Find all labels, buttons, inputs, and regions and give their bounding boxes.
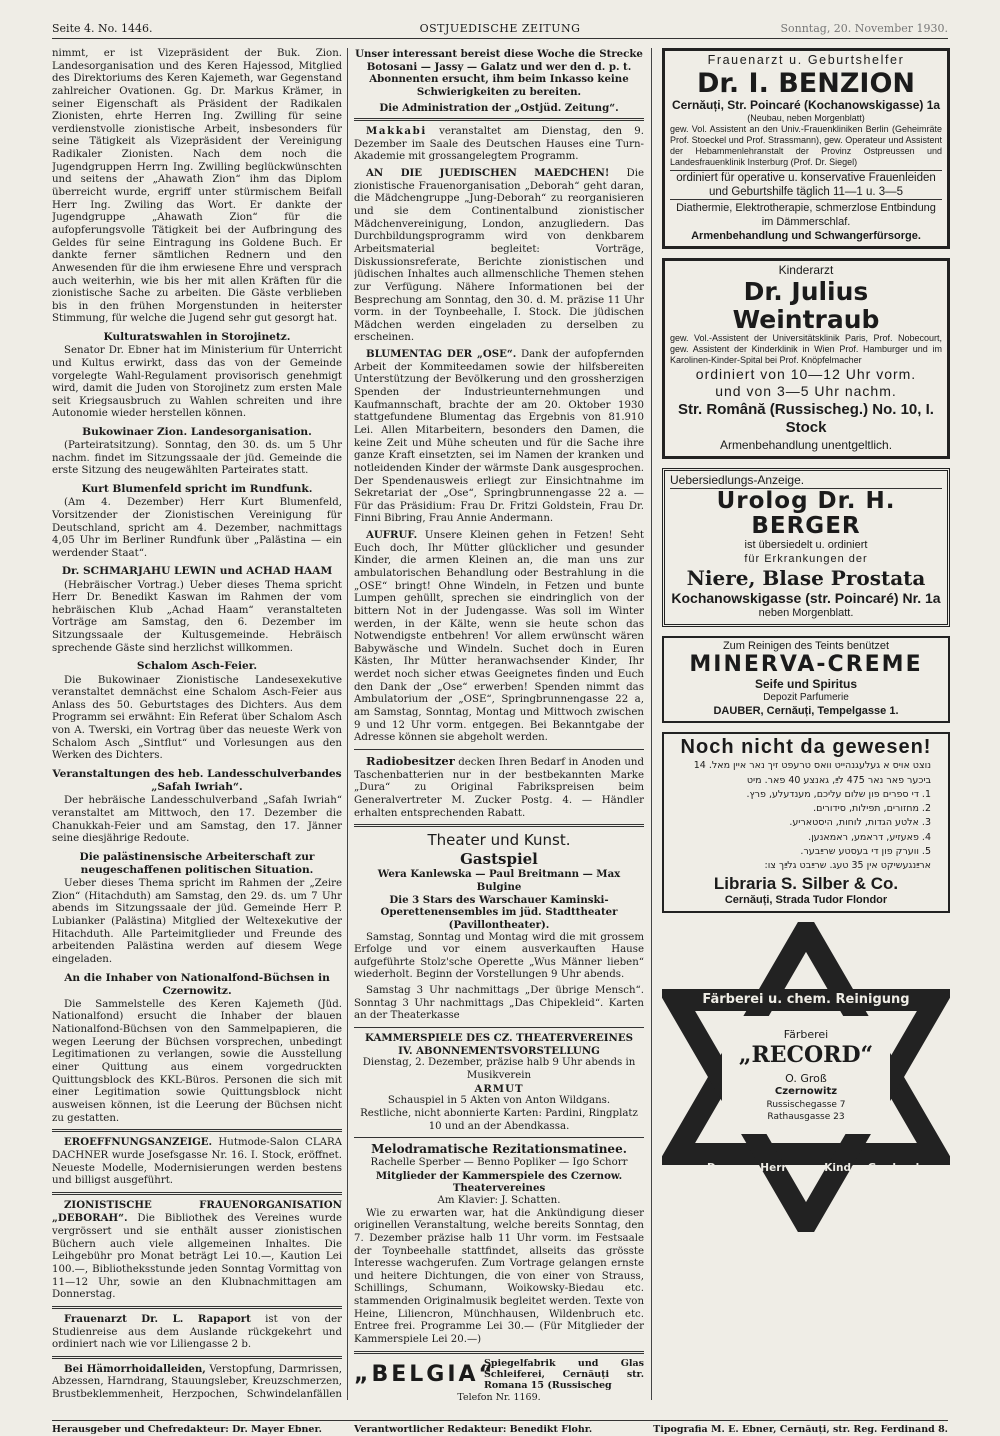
divider bbox=[52, 1129, 342, 1132]
article-text: Senator Dr. Ebner hat im Ministerium für Unterricht und Kultus erwirkt, dass das von der Gemeinde vorgelegte Wahl-Regulament provisorisch genehmigt wird, damit die Juden von Storojinetz zum ersten Male seit Kriegsausbruch zu Wahlen schreiten und ihre Autonomie wieder herstellen können. bbox=[52, 345, 342, 420]
column-divider bbox=[651, 48, 652, 1400]
ad-address: Russischegasse 7 bbox=[766, 1099, 846, 1110]
ad-hours: und von 3—5 Uhr nachm. bbox=[715, 383, 897, 400]
ad-subtitle: Färberei u. chem. Reinigung bbox=[702, 991, 910, 1007]
ad-address: Rathausgasse 23 bbox=[767, 1111, 845, 1122]
ad-text: für Erkrankungen der bbox=[744, 552, 868, 565]
article-title: Schalom Asch-Feier. bbox=[136, 660, 258, 673]
ad-text: Seife und Spiritus bbox=[754, 677, 857, 692]
divider bbox=[354, 824, 644, 827]
theater-text: Samstag, Sonntag und Montag wird die mit grossem Erfolge und vor einem ausverkauften Hause aufgeführte Stolz'sche Operette „Wus Männer lieben“ wiederholt. Beginn der Vorstellungen 9 Uhr abends. bbox=[354, 931, 644, 981]
footer-editor: Verantwortlicher Redakteur: Benedikt Flohr. bbox=[354, 1424, 593, 1435]
divider bbox=[354, 118, 644, 121]
ad-hours: ordiniert für operative u. konservative Frauenleiden und Geburtshilfe täglich 11—1 u. 3—5 bbox=[670, 170, 942, 201]
divider bbox=[354, 749, 644, 750]
footer-printer: Tipografia M. E. Ebner, Cernăuți, str. Reg. Ferdinand 8. bbox=[653, 1424, 948, 1435]
hebrew-text: 3. אלטע הגדות, לוחות, היסטאריע. bbox=[789, 817, 931, 829]
item-lead: AUFRUF. bbox=[366, 529, 418, 542]
ad-berger bbox=[662, 468, 950, 627]
column-3 bbox=[662, 48, 950, 1400]
ad-name: Libraria S. Silber & Co. bbox=[713, 874, 899, 894]
ad-record bbox=[662, 922, 950, 1232]
ad-subtitle: Frauenarzt u. Geburtshelfer bbox=[707, 53, 905, 67]
ad-specialty: Niere, Blase Prostata bbox=[686, 565, 926, 590]
ad-address: DAUBER, Cernăuți, Tempelgasse 1. bbox=[713, 704, 899, 717]
article-text: Die Sammelstelle des Keren Kajemeth (Jüd. Nationalfond) ersucht die Inhaber der blauen Nationalfond-Büchsen von den Sammelpapieren, die wegen Leerung der Büchsen vorsprechen, unbedingt Legitimationen zu verlangen, sowie die Ausstellung einer Quittung aus einem vorgedruckten Quittungsblock des KKL-Büros. Personen die sich mit einer Legitimation sowie Quittungsblock nicht ausweisen können, ist die Leerung der Büchsen nicht zu gestatten. bbox=[52, 998, 342, 1124]
belgia-address: Spiegelfabrik und Glas Schleiferei, Cernăuți str. Romana 15 (Russischeg bbox=[484, 1357, 644, 1392]
divider bbox=[354, 1351, 644, 1354]
belgia-name: „BELGIA“ bbox=[354, 1362, 497, 1388]
ad-text: Hutmode-Salon CLARA DACHNER wurde Josefsgasse Nr. 16. I. Stock, eröffnet. Neueste Modelle, Modernisierungen werden bestens und billigst ausgeführt. bbox=[52, 1137, 342, 1187]
matinee-subtitle: Mitglieder der Kammerspiele des Czernow. Theatervereines bbox=[375, 1169, 623, 1195]
matinee-piano: Am Klavier: J. Schatten. bbox=[437, 1194, 561, 1206]
ad-title: ZIONISTISCHE FRAUENORGANISATION „DEBORAH“. bbox=[52, 1198, 342, 1225]
article-title: Kurt Blumenfeld spricht im Rundfunk. bbox=[81, 483, 313, 496]
section-heading: Theater und Kunst. bbox=[427, 831, 571, 850]
ad-name: MINERVA-CREME bbox=[689, 652, 923, 678]
belgia-ad bbox=[354, 1358, 644, 1392]
ad-title: Bei Hämorrhoidalleiden, bbox=[64, 1362, 206, 1375]
article-title: An die Inhaber von Nationalfond-Büchsen in Czernowitz. bbox=[64, 971, 330, 997]
ad-weintraub bbox=[662, 258, 950, 459]
notice-signature: Die Administration der „Ostjüd. Zeitung“. bbox=[379, 101, 619, 114]
hebrew-text: נוצט אויס א געלעגנהייט וואס טרעפט זיך נאר איין מאל. 14 bbox=[693, 760, 931, 772]
theater-text: Samstag 3 Uhr nachmittags „Der übrige Mensch“. Sonntag 3 Uhr nachmittags „Das Chipekleid“. Karten an der Theaterkasse bbox=[354, 985, 644, 1022]
ad-name: „RECORD“ bbox=[738, 1041, 874, 1068]
article-text: (Hebräischer Vortrag.) Ueber dieses Thema spricht Herr Dr. Benedikt Kaswan im Rahmen der vom hebräischen Klub „Achad Haam“ veranstalteten Vorträge am Samstag, den 6. Dezember im Sitzungssaale der Kultusgemeinde. Hebräisch sprechende Gäste sind herzlichst willkommen. bbox=[52, 579, 342, 654]
ad-text: Die Bibliothek des Vereines wurde vergrössert und sie enthält ausser zionistischen Büchern auch viele allgemeinen Inhaltes. Die Leihgebühr pro Monat beträgt Lei 10.—, Kaution Lei 100.—, Bibliotheksstunde jeden Sonntag Vormittag von 11—12 Uhr, sowie an den Klubnachmittagen am Donnerstag. bbox=[52, 1213, 342, 1301]
divider bbox=[52, 1192, 342, 1195]
ad-address: Kochanowskigasse (str. Poincaré) Nr. 1a bbox=[671, 589, 941, 606]
hebrew-text: 5. ווערק פון די בעסטע שרײַבער. bbox=[800, 845, 931, 857]
ad-description: gew. Vol. Assistent an den Univ.-Frauenkliniken Berlin (Geheimräte Prof. Stoeckel und Prof. Strassmann), gew. Operateur und Assistent der Hebammenlehranstalt der Provinz Ostpreussen und Landesfrauenklinik Insterburg (Prof. Dr. Siegel) bbox=[670, 124, 942, 167]
item-text: decken Ihren Bedarf in Anoden und Taschenbatterien nur in der bestbekannten Marke „Dura“ zu Original Fabrikspreisen beim Generalvertreter M. Zucker Postg. 4. — Händler erhalten entsprechenden Rabatt. bbox=[354, 756, 644, 819]
ad-name: Urolog Dr. H. BERGER bbox=[716, 487, 896, 540]
item-text: veranstaltet am Dienstag, den 9. Dezember im Saale des Deutschen Hauses eine Turn-Akademie mit grossangelegtem Programm. bbox=[354, 126, 644, 163]
ad-address: Cernăuți, Str. Poincaré (Kochanowskigasse) 1a bbox=[671, 98, 941, 113]
hebrew-text: ארײַנגעשיקט אין 35 טעג. שרײַבט גלײַך צו: bbox=[764, 860, 931, 871]
kammer-play: ARMUT bbox=[474, 1082, 524, 1095]
kammer-title: KAMMERSPIELE DES CZ. THEATERVEREINES bbox=[365, 1032, 633, 1045]
ad-subtitle: Uebersiedlungs-Anzeige. bbox=[670, 473, 942, 489]
ad-text: Verstopfung, Darmrissen, Abzessen, Harndrang, Stauungsleber, Kreuzschmerzen, Brustbeklemmenheit, Herzpochen, Schwindelanfällen bbox=[52, 1363, 342, 1400]
ad-note: (Neubau, neben Morgenblatt) bbox=[747, 113, 865, 124]
article-text: (Am 4. Dezember) Herr Kurt Blumenfeld, Vorsitzender der Zionistischen Vereinigung für Deutschland, spricht am 4. Dezember, nachmittags 4,05 Uhr im Berliner Rundfunk über „Palästina — ein werdender Staat“. bbox=[52, 497, 342, 559]
ad-subtitle: Kinderarzt bbox=[778, 263, 834, 278]
theater-intro: Die 3 Stars des Warschauer Kaminski-Operettenensembles im jüd. Stadttheater (Pavillontheater). bbox=[380, 893, 618, 931]
ad-benzion bbox=[662, 48, 950, 249]
ad-city: Czernowitz bbox=[774, 1085, 838, 1097]
divider bbox=[52, 1306, 342, 1309]
ad-text: von Damen-, Herren- u. Kinder-Garderobe bbox=[681, 1161, 931, 1174]
footer-publisher: Herausgeber und Chefredakteur: Dr. Mayer Ebner. bbox=[52, 1424, 322, 1435]
ad-title: Noch nicht da gewesen! bbox=[680, 736, 932, 759]
performer-names: Wera Kanlewska — Paul Breitmann — Max Bulgine bbox=[377, 868, 621, 893]
matinee-text: Wie zu erwarten war, hat die Ankündigung dieser originellen Veranstaltung, welche bereits Sonntag, den 7. Dezember präzise halb 11 Uhr vorm. im Festsaale der Toynbeehalle stattfindet, allseits das grösste Interesse wachgerufen. Zum Vortrage gelangen ernste und heitere Dichtungen, die von einer von Strauss, Schillings, Schumann, Woikowsky-Biedau etc. stammenden Originalmusik begleitet werden. Texte von Heine, Liliencron, Münchhausen, Wildenbruch etc. Entree frei. Programme Lei 30.— (Für Mitglieder der Kammerspiele Lei 20.—) bbox=[354, 1207, 644, 1345]
item-text: Die zionistische Frauenorganisation „Deborah“ geht daran, die Mädchengruppe „Jung-Deborah“ zu reorganisieren und sie dem Continentalbund zionistischer Mädchenvereinigung, London, anzugliedern. Das Durchbildungsprogramm wird von denkbarem Arbeitsmaterial begleitet: Vorträge, Diskussionsreferate, Berichte zionistischen und jüdischen Inhaltes auch allmenschliche Themen stehen zur Verfügung. Nähere Informationen bei der Besprechung am Sonntag, den 30. d. M. präzise 11 Uhr vorm. in der Toynbeehalle, I. Stock. Die jüdischen Mädchen werden eingeladen zu derselben zu erscheinen. bbox=[354, 168, 644, 344]
divider bbox=[52, 1356, 342, 1359]
ad-text: ist übersiedelt u. ordiniert bbox=[744, 539, 868, 552]
kammer-subtitle: IV. ABONNEMENTSVORSTELLUNG bbox=[398, 1044, 600, 1057]
ad-services: Armenbehandlung und Schwangerfürsorge. bbox=[691, 229, 921, 242]
article-title: Kulturatswahlen in Storojinetz. bbox=[103, 331, 291, 344]
hebrew-text: 2. מחזורים, תפילות, סידורים. bbox=[813, 803, 931, 814]
ad-description: gew. Vol.-Assistent der Universitätsklinik Paris, Prof. Nobecourt, gew. Assistent der Kinderklinik in Wien Prof. Hamburger und im Karolinen-Kinder-Spital bei Prof. Knöpfelmacher bbox=[670, 333, 942, 366]
ad-title: Frauenarzt Dr. L. Rapaport bbox=[64, 1312, 251, 1325]
column-2 bbox=[354, 48, 644, 1400]
article-text: Ueber dieses Thema spricht im Rahmen der „Zeire Zion“ (Hitachduth) am Samstag, den 29. ds. um 7 Uhr abends im Sitzungssaale der jüd. Gemeinde Herr P. Lubianker (Palästina) Mitglied der Weltexekutive der Hitachduth. Alle Parteimitglieder und Freunde des arbeitenden Palästina werden auf diesem Wege eingeladen. bbox=[52, 878, 342, 965]
column-1 bbox=[52, 48, 342, 1400]
hebrew-text: ביכער פאר נאר 475 לײַ, גאנצע 40 פאר. מיט bbox=[746, 774, 931, 786]
kammer-date: Dienstag, 2. Dezember, präzise halb 9 Uhr abends in Musikverein bbox=[362, 1057, 636, 1081]
ad-text: Färberei bbox=[783, 1027, 829, 1041]
article-title: Die palästinensische Arbeiterschaft zur neugeschaffenen politischen Situation. bbox=[79, 850, 315, 876]
ad-silber bbox=[662, 732, 950, 913]
ad-services: Armenbehandlung unentgeltlich. bbox=[719, 437, 893, 452]
ad-minerva bbox=[662, 636, 950, 724]
article-title: Bukowinaer Zion. Landesorganisation. bbox=[82, 426, 312, 439]
matinee-title: Melodramatische Rezitationsmatinee. bbox=[371, 1142, 627, 1157]
ad-text: ist von der Studienreise aus dem Auslande rückgekehrt und ordiniert nach wie vor Liliengasse 2 b. bbox=[52, 1313, 342, 1351]
ad-subtitle: Zum Reinigen des Teints benützet bbox=[722, 639, 890, 652]
item-lead: Makkabi bbox=[366, 125, 427, 138]
belgia-phone: Telefon Nr. 1169. bbox=[457, 1391, 541, 1400]
ad-address: Cernăuți, Strada Tudor Flondor bbox=[724, 894, 888, 907]
ad-hours: ordiniert von 10—12 Uhr vorm. bbox=[695, 366, 917, 383]
article-title: Veranstaltungen des heb. Landesschulverbandes „Safah Iwriah“. bbox=[52, 768, 342, 794]
article-title: Dr. SCHMARJAHU LEWIN und ACHAD HAAM bbox=[61, 565, 333, 578]
hebrew-text: 4. פאעזיע, דראמע, ראמאנען. bbox=[808, 831, 931, 843]
ad-text: neben Morgenblatt. bbox=[758, 606, 854, 619]
divider bbox=[354, 1027, 644, 1028]
ad-name: Dr. Julius Weintraub bbox=[732, 277, 880, 334]
guest-play-title: Gastspiel bbox=[460, 849, 538, 868]
item-text: Unsere Kleinen gehen in Fetzen! Seht Euch doch, Ihr Mütter glücklicher und gesunder Kinder, die armen Kleinen an, die man uns zur ambulatorischen Behandlung oder Bestrahlung in die „OSE“ bringt! Ohne Windeln, in Fetzen und bunte Lumpen gehüllt, sprechen sie eindringlich von der bittern Not in der Judengasse. Was soll im Winter werden, in der Kälte, wenn sie heute schon das Notwendigste entbehren! Vor allem erwünscht wären Babywäsche und Windeln. Suchet doch in Euren Kästen, Ihr Mütter heranwachsender Kinder, Ihr werdet noch sicher etwas Geeignetes finden und Euch den Dank der „Ose“ erwerben! Spenden nimmt das Ambulatorium der „OSE“, Springbrunnengasse 22 a, am Samstag, Sonntag, Montag und Mittwoch zwischen 9 und 12 Uhr vorm. entgegen. Bei Bekanntgabe der Adresse können sie abgeholt werden. bbox=[354, 530, 644, 744]
ad-owner: O. Groß bbox=[785, 1071, 827, 1085]
divider bbox=[354, 1137, 644, 1138]
article-text: nimmt, er ist Vizepräsident der Buk. Zion. Landesorganisation und des Keren Hajessod, Mitglied des Direktoriums des Keren Kajemeth, war Gegenstand zahlreicher Ovationen. Gg. Dr. Markus Krämer, in seiner Eigenschaft als Präsident der Radikalen Zionisten, ehrte Herren Ing. Zwilling für seine verdienstvolle zionistische Arbeit, insbesonders für seine Tätigkeit als Vizepräsident der Vereinigung Radikaler Zionisten. Nach dem noch die Jugendgruppen Herrn Ing. Zwilling beglückwünschten und seitens der „Ahawath Zion“ ihm das Diplom überreicht wurde, ergriff unter stürmischem Beifall Herr Ing. Zwiling das Wort. Er dankte der Jugendgruppe „Ahawath Zion“ für die aufopferungsvolle Tätigkeit bei der Aufbringung des Geldes für seine Eintragung ins Goldene Buch. Er dankte ferner sämtlichen Rednern und den Anwesenden für die ihm erwiesene Ehre und versprach auch weiterhin, wie bis her mit allen Kräften für die zionistische Sache zu arbeiten. Die Gäste verblieben bis in den frühen Morgenstunden in heiterster Stimmung, für welche die Jugend sehr gut gesorgt hat. bbox=[52, 48, 342, 325]
page-number: Seite 4. No. 1446. bbox=[52, 22, 153, 35]
item-text: Dank der aufopfernden Arbeit der Kommiteedamen sowie der hilfsbereiten Unterstützung der Bevölkerung und den grossherzigen Spenden der Industrieunternehmungen und Kaufmannschaft, brachte der am 20. Oktober 1930 stattgefundene Blumentag das Ergebnis von 81.910 Lei. Allen Mitarbeitern, besonders den Damen, die keine Zeit und Mühe scheuten und für die Sache ihre ganze Kraft einsetzten, sei im Namen der kranken und notleidenden Kinder der wärmste Dank ausgesprochen. Der Spendenausweis erliegt zur Einsichtnahme im Sekretariat der „Ose“, Springbrunnengasse 22 a. — Für das Präsidium: Frau Dr. Fritzi Goldstein, Frau Dr. Finni Bibring, Frau Annie Andermann. bbox=[354, 349, 644, 525]
article-text: (Parteiratsitzung). Sonntag, den 30. ds. um 5 Uhr nachm. findet im Sitzungssaale der jüd. Gemeinde die erste Sitzung des neugewählten Parteirates statt. bbox=[52, 440, 342, 477]
ad-title: EROEFFNUNGSANZEIGE. bbox=[64, 1136, 213, 1149]
article-text: Die Bukowinaer Zionistische Landesexekutive veranstaltet demnächst eine Schalom Asch-Feier aus Anlass des 50. Geburtstages des Dichters. Aus dem Programm sei erwähnt: Ein Referat über Schalom Asch von A. Twerski, ein Vortrag über das neueste Werk von Schalom Asch „Sintflut“ und Vorlesungen aus den Werken des Dichters. bbox=[52, 674, 342, 762]
page-footer bbox=[52, 1420, 948, 1435]
hebrew-text: 1. די ספרים פון שלום עליכם, מענדעלע, פרץ. bbox=[746, 788, 931, 800]
ad-name: Dr. I. BENZION bbox=[696, 67, 916, 99]
kammer-tickets: Restliche, nicht abonnierte Karten: Pardini, Ringplatz 10 und an der Abendkassa. bbox=[360, 1107, 638, 1132]
notice-text: Unser interessant bereist diese Woche die Strecke Botosani — Jassy — Galatz und wer den d. p. t. Abonnenten ersucht, ihm beim Inkasso keine Schwierigkeiten zu bereiten. bbox=[355, 48, 643, 98]
page-header bbox=[52, 22, 948, 39]
item-lead: Radiobesitzer bbox=[366, 753, 455, 768]
kammer-author: Schauspiel in 5 Akten von Anton Wildgans. bbox=[387, 1095, 611, 1107]
ad-address: Str. Română (Russischeg.) No. 10, I. Stock bbox=[678, 400, 934, 437]
issue-date: Sonntag, 20. November 1930. bbox=[780, 22, 948, 35]
newspaper-title: OSTJUEDISCHE ZEITUNG bbox=[419, 22, 581, 35]
column-divider bbox=[347, 48, 348, 1400]
item-lead: AN DIE JUEDISCHEN MAEDCHEN! bbox=[366, 167, 610, 180]
ad-text: Depozit Parfumerie bbox=[763, 692, 849, 704]
matinee-names: Rachelle Sperber — Benno Popliker — Igo Schorr bbox=[370, 1157, 628, 1169]
ad-services: Diathermie, Elektrotherapie, schmerzlose Entbindung im Dämmerschlaf. bbox=[676, 202, 936, 229]
article-text: Der hebräische Landesschulverband „Safah Iwriah“ veranstaltet am Mittwoch, den 17. Dezember die Chanukkah-Feier und am Samstag, den 17. Jänner seine diesjährige Redoute. bbox=[52, 795, 342, 845]
item-lead: BLUMENTAG DER „OSE“. bbox=[366, 348, 517, 361]
